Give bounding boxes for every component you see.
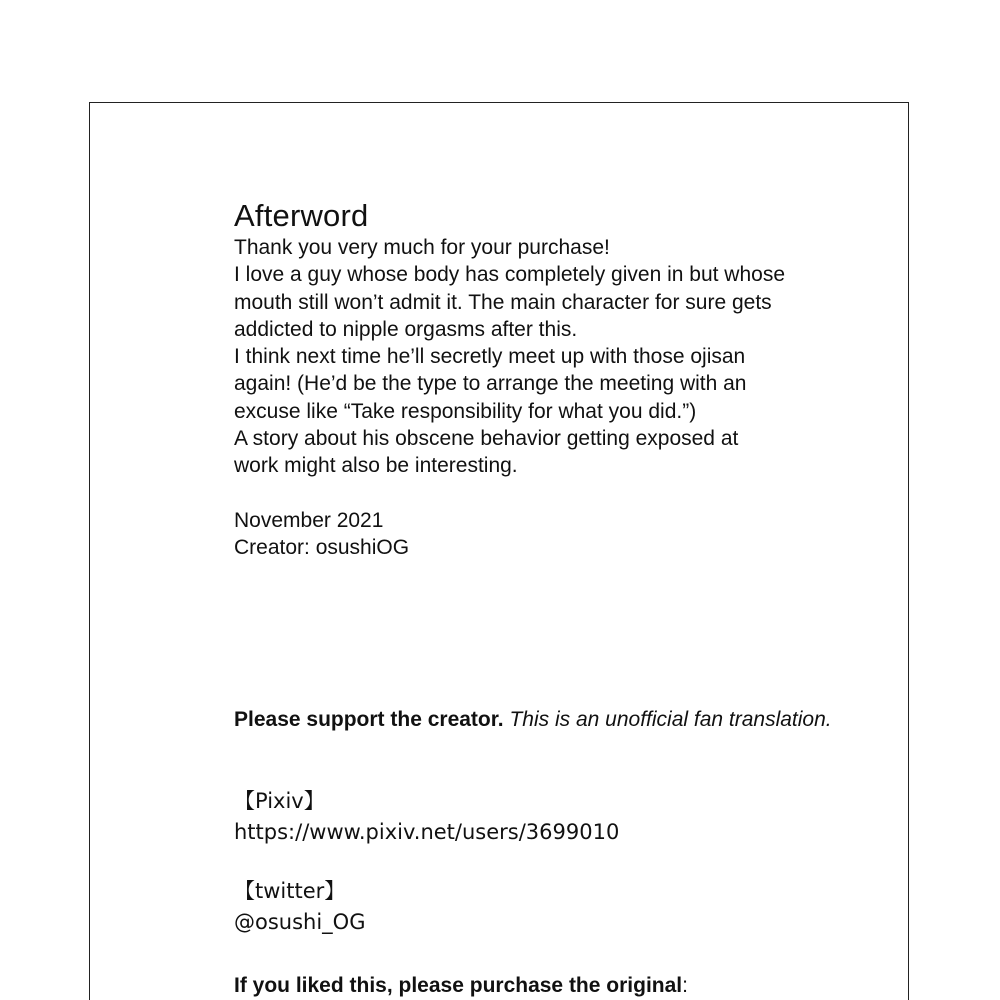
afterword-section: [234, 198, 914, 562]
afterword-line: again! (He’d be the type to arrange the meeting with an: [234, 372, 747, 396]
afterword-title: Afterword: [234, 198, 369, 233]
afterword-line: addicted to nipple orgasms after this.: [234, 317, 578, 341]
support-bold-text: Please support the creator.: [234, 708, 504, 731]
pixiv-link-block: [234, 786, 934, 848]
support-notice: [234, 706, 934, 734]
afterword-line: Thank you very much for your purchase!: [234, 236, 610, 259]
spacer: [234, 480, 914, 507]
purchase-colon: :: [682, 974, 688, 997]
purchase-notice: [234, 972, 934, 1000]
purchase-text: If you liked this, please purchase the original: [234, 974, 683, 997]
twitter-handle[interactable]: @osushi_OG: [234, 910, 366, 934]
afterword-creator: Creator: osushiOG: [234, 536, 410, 560]
twitter-link-block: [234, 876, 934, 938]
afterword-line: mouth still won’t admit it. The main character for sure gets: [234, 290, 772, 314]
support-italic-text: This is an unofficial fan translation.: [509, 708, 832, 731]
twitter-label: 【twitter】: [234, 879, 346, 903]
afterword-line: I think next time he’ll secretly meet up with those ojisan: [234, 345, 746, 369]
afterword-line: excuse like “Take responsibility for what you did.”): [234, 399, 697, 423]
afterword-line: A story about his obscene behavior getting exposed at: [234, 427, 739, 451]
pixiv-label: 【Pixiv】: [234, 789, 325, 813]
afterword-body: [234, 234, 914, 562]
pixiv-url[interactable]: https://www.pixiv.net/users/3699010: [234, 820, 620, 844]
afterword-line: work might also be interesting.: [234, 454, 518, 478]
afterword-line: I love a guy whose body has completely given in but whose: [234, 263, 785, 287]
afterword-date: November 2021: [234, 508, 384, 532]
